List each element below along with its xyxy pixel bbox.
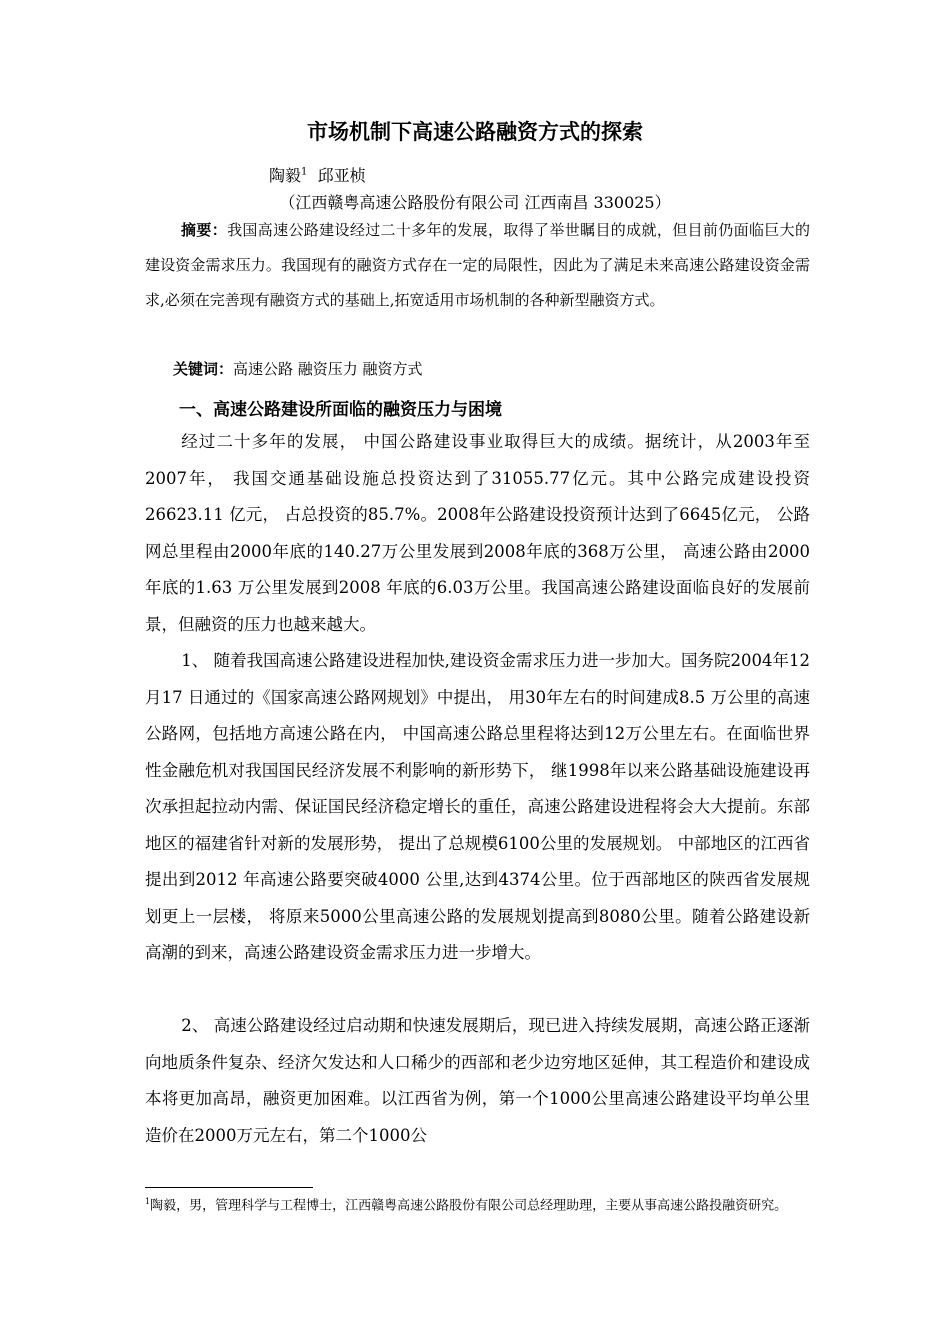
footnote-separator <box>145 1187 313 1188</box>
body-paragraph: 经过二十多年的发展， 中国公路建设事业取得巨大的成绩。据统计，从2003年至2007年， 我国交通基础设施总投资达到了31055.77亿元。其中公路完成建设投资26623.11 亿元， 占总投资的85.7%。2008年公路建设投资预计达到了6645亿元， 公路网总里程由2000年底的140.27万公里发展到2008年底的368万公里， 高速公路由2000 年底的1.63 万公里发展到2008 年底的6.03万公里。我国高速公路建设面临良好的发展前景，但融资的压力也越来越大。 <box>145 432 810 634</box>
document-title: 市场机制下高速公路融资方式的探索 <box>307 120 643 144</box>
abstract <box>145 213 810 318</box>
footnote <box>145 1193 810 1214</box>
section-heading: 一、高速公路建设所面临的融资压力与困境 <box>179 400 502 420</box>
keywords <box>173 358 423 379</box>
abstract-label: 摘要： <box>181 221 228 239</box>
author-first: 陶毅 <box>269 166 302 185</box>
abstract-text: 我国高速公路建设经过二十多年的发展，取得了举世瞩目的成就，但目前仍面临巨大的建设资金需求压力。我国现有的融资方式存在一定的局限性，因此为了满足未来高速公路建设资金需求,必须在完善现有融资方式的基础上,拓宽适用市场机制的各种新型融资方式。 <box>145 221 810 309</box>
keywords-text: 高速公路 融资压力 融资方式 <box>233 360 423 378</box>
footnote-reference: 1 <box>301 166 308 178</box>
footnote-mark: 1 <box>145 1197 151 1206</box>
footnote-text: 陶毅，男，管理科学与工程博士，江西赣粤高速公路股份有限公司总经理助理，主要从事高速公路投融资研究。 <box>150 1198 788 1214</box>
body-paragraph: 1、 随着我国高速公路建设进程加快,建设资金需求压力进一步加大。国务院2004年12月17 日通过的《国家高速公路网规划》中提出， 用30年左右的时间建成8.5 万公里的高速公路网，包括地方高速公路在内， 中国高速公路总里程将达到12万公里左右。在面临世界性金融危机对我国国民经济发展不利影响的新形势下， 继1998年以来公路基础设施建设再次承担起拉动内需、保证国民经济稳定增长的重任，高速公路建设进程将会大大提前。东部地区的福建省针对新的发展形势， 提出了总规模6100公里的发展规划。 中部地区的江西省提出到2012 年高速公路要突破4000 公里,达到4374公里。位于西部地区的陕西省发展规划更上一层楼， 将原来5000公里高速公路的发展规划提高到8080公里。随着公路建设新高潮的到来，高速公路建设资金需求压力进一步增大。 <box>145 651 810 962</box>
affiliation: （江西赣粤高速公路股份有限公司 江西南昌 330025） <box>279 193 671 212</box>
author-second: 邱亚桢 <box>317 166 366 185</box>
author-line <box>269 163 366 186</box>
keywords-label: 关键词： <box>173 360 234 378</box>
body-paragraph: 2、 高速公路建设经过启动期和快速发展期后，现已进入持续发展期，高速公路正逐渐向地质条件复杂、经济欠发达和人口稀少的西部和老少边穷地区延伸，其工程造价和建设成本将更加高昂，融资更加困难。以江西省为例，第一个1000公里高速公路建设平均单公里造价在2000万元左右，第二个1000公 <box>145 1016 810 1145</box>
